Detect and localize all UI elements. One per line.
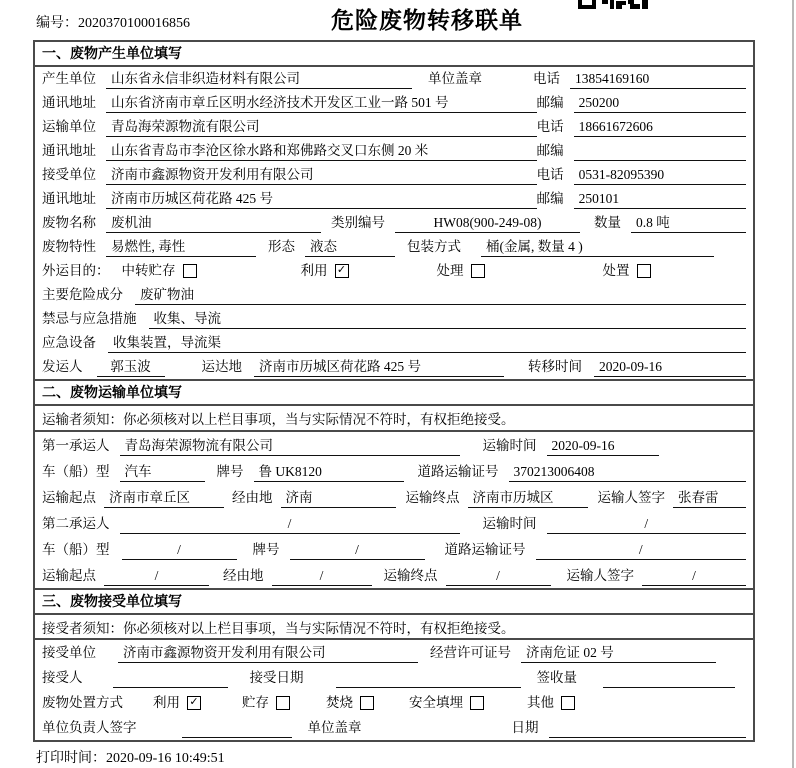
serial-number bbox=[36, 12, 190, 32]
route-start-value: 济南市章丘区 bbox=[104, 489, 224, 508]
checkbox-utilize: ✓ bbox=[335, 264, 349, 278]
qr-code-fragment bbox=[578, 0, 648, 9]
receiver-zip-value: 250101 bbox=[574, 190, 746, 209]
road-license-value: 370213006408 bbox=[509, 463, 747, 482]
checkbox-storage bbox=[183, 264, 197, 278]
receiver-person-label: 接受人 bbox=[42, 670, 83, 685]
row-receiver-unit bbox=[35, 163, 753, 187]
first-carrier-value: 青岛海荣源物流有限公司 bbox=[120, 437, 460, 456]
page-title: 危险废物转移联单 bbox=[331, 8, 523, 33]
row-disposal-method bbox=[35, 690, 753, 715]
address-label: 通讯地址 bbox=[42, 191, 96, 206]
route-via-label: 经由地 bbox=[232, 490, 273, 505]
row-transport-unit bbox=[35, 115, 753, 139]
row-route-2 bbox=[35, 562, 753, 588]
zip-label: 邮编 bbox=[536, 191, 564, 206]
section-producer bbox=[35, 42, 753, 379]
checkbox-dispose bbox=[637, 264, 651, 278]
row-taboo-measures bbox=[35, 307, 753, 331]
row-receiving-unit bbox=[35, 640, 753, 665]
receiver-value: 济南市鑫源物资开发利用有限公司 bbox=[106, 166, 537, 185]
producer-address-value: 山东省济南市章丘区明水经济技术开发区工业一路 501 号 bbox=[106, 94, 537, 113]
date-label: 日期 bbox=[511, 720, 539, 735]
producer-label: 产生单位 bbox=[42, 71, 96, 86]
category-code-value: HW08(900-249-08) bbox=[395, 214, 580, 233]
route-via-value: / bbox=[272, 567, 372, 586]
carrier-sign-value: 张春雷 bbox=[673, 489, 746, 508]
packing-value: 桶(金属, 数量 4 ) bbox=[481, 238, 714, 257]
vehicle-type-value: 汽车 bbox=[120, 463, 205, 482]
disposal-method-label: 废物处置方式 bbox=[42, 695, 123, 710]
transfer-time-label: 转移时间 bbox=[528, 359, 582, 374]
transport-time-value: 2020-09-16 bbox=[547, 437, 659, 456]
manifest-form bbox=[33, 40, 755, 742]
phone-label: 电话 bbox=[536, 167, 564, 182]
purpose-option-dispose bbox=[603, 261, 651, 281]
destination-value: 济南市历城区荷花路 425 号 bbox=[254, 358, 504, 377]
quantity-value: 0.8 吨 bbox=[631, 214, 746, 233]
row-receiver-address bbox=[35, 187, 753, 211]
row-vehicle-2 bbox=[35, 536, 753, 562]
row-transporter-notice bbox=[35, 406, 753, 432]
address-label: 通讯地址 bbox=[42, 143, 96, 158]
option-text: 焚烧 bbox=[326, 695, 353, 710]
row-receiving-person bbox=[35, 665, 753, 690]
row-responsible-sign bbox=[35, 715, 753, 740]
waste-character-value: 易燃性, 毒性 bbox=[106, 238, 256, 257]
producer-zip-value: 250200 bbox=[574, 94, 746, 113]
section3-header: 三、废物接受单位填写 bbox=[35, 590, 753, 615]
zip-label: 邮编 bbox=[536, 143, 564, 158]
dispatcher-label: 发运人 bbox=[42, 359, 83, 374]
address-label: 通讯地址 bbox=[42, 95, 96, 110]
route-start-label: 运输起点 bbox=[42, 490, 96, 505]
second-carrier-value: / bbox=[120, 515, 460, 534]
disposal-option-storage bbox=[242, 693, 290, 713]
hazard-value: 废矿物油 bbox=[135, 286, 746, 305]
first-carrier-label: 第一承运人 bbox=[42, 438, 110, 453]
vehicle-type-value: / bbox=[122, 541, 237, 560]
producer-phone-value: 13854169160 bbox=[570, 70, 746, 89]
carrier-sign-label: 运输人签字 bbox=[597, 490, 665, 505]
waste-name-value: 废机油 bbox=[106, 214, 321, 233]
section-receiver bbox=[35, 588, 753, 740]
route-start-label: 运输起点 bbox=[42, 568, 96, 583]
section1-header: 一、废物产生单位填写 bbox=[35, 42, 753, 67]
row-waste-character bbox=[35, 235, 753, 259]
business-license-value: 济南危证 02 号 bbox=[521, 644, 716, 663]
print-time bbox=[36, 747, 225, 767]
quantity-label: 数量 bbox=[594, 215, 621, 230]
phone-label: 电话 bbox=[533, 71, 560, 86]
row-second-carrier bbox=[35, 510, 753, 536]
carrier-sign-label: 运输人签字 bbox=[566, 568, 634, 583]
phone-label: 电话 bbox=[536, 119, 564, 134]
option-text: 利用 bbox=[153, 695, 180, 710]
category-code-label: 类别编号 bbox=[331, 215, 385, 230]
row-producer-unit bbox=[35, 67, 753, 91]
second-carrier-label: 第二承运人 bbox=[42, 516, 110, 531]
transport-time-label: 运输时间 bbox=[482, 438, 537, 453]
disposal-option-utilize bbox=[153, 693, 201, 713]
signed-quantity-value bbox=[603, 669, 735, 688]
checkbox-utilize: ✓ bbox=[187, 696, 201, 710]
row-receiver-notice bbox=[35, 615, 753, 640]
print-time-value: 2020-09-16 10:49:51 bbox=[106, 751, 225, 766]
row-transfer-purpose bbox=[35, 259, 753, 283]
receiver-notice-text: 接受者须知：你必须核对以上栏目事项，当与实际情况不符时，有权拒绝接受。 bbox=[42, 620, 515, 636]
hazard-label: 主要危险成分 bbox=[42, 287, 123, 302]
option-text: 处置 bbox=[602, 263, 630, 278]
road-license-label: 道路运输证号 bbox=[417, 464, 499, 479]
option-text: 安全填埋 bbox=[409, 695, 463, 710]
responsible-sign-value bbox=[182, 719, 292, 738]
row-emergency-equipment bbox=[35, 331, 753, 355]
disposal-option-other bbox=[527, 693, 575, 713]
taboo-value: 收集、导流 bbox=[149, 310, 747, 329]
equipment-label: 应急设备 bbox=[42, 335, 96, 350]
serial-value: 2020370100016856 bbox=[78, 16, 190, 31]
taboo-label: 禁忌与应急措施 bbox=[42, 311, 137, 326]
checkbox-other bbox=[561, 696, 575, 710]
purpose-option-storage bbox=[122, 261, 197, 281]
row-transporter-address bbox=[35, 139, 753, 163]
page-edge-line bbox=[792, 0, 794, 768]
purpose-label: 外运目的： bbox=[42, 263, 110, 278]
checkbox-landfill bbox=[470, 696, 484, 710]
date-value bbox=[549, 719, 747, 738]
row-vehicle-1 bbox=[35, 458, 753, 484]
plate-value: 鲁 UK8120 bbox=[254, 463, 404, 482]
zip-label: 邮编 bbox=[536, 95, 564, 110]
road-license-label: 道路运输证号 bbox=[444, 542, 526, 557]
receive-date-value bbox=[336, 669, 521, 688]
print-time-label: 打印时间： bbox=[36, 751, 106, 766]
transporter-label: 运输单位 bbox=[42, 119, 96, 134]
carrier-sign-value: / bbox=[642, 567, 746, 586]
signed-quantity-label: 签收量 bbox=[536, 670, 577, 685]
receiver-person-value bbox=[113, 669, 228, 688]
purpose-option-utilize bbox=[301, 261, 349, 281]
unit-seal-label: 单位盖章 bbox=[307, 720, 362, 735]
checkbox-treat bbox=[471, 264, 485, 278]
waste-name-label: 废物名称 bbox=[42, 215, 96, 230]
responsible-sign-label: 单位负责人签字 bbox=[42, 720, 137, 735]
row-waste-name bbox=[35, 211, 753, 235]
serial-label: 编号： bbox=[36, 16, 78, 31]
road-license-value: / bbox=[536, 541, 747, 560]
plate-value: / bbox=[290, 541, 425, 560]
checkbox-incinerate bbox=[360, 696, 374, 710]
purpose-option-treat bbox=[437, 261, 485, 281]
row-hazard-component bbox=[35, 283, 753, 307]
transporter-address-value: 山东省青岛市李沧区徐水路和郑佛路交叉口东侧 20 米 bbox=[106, 142, 537, 161]
route-end-value: / bbox=[446, 567, 551, 586]
dispatcher-value: 郭玉波 bbox=[97, 358, 165, 377]
receiving-unit-label: 接受单位 bbox=[42, 645, 96, 660]
option-text: 贮存 bbox=[242, 695, 269, 710]
transporter-phone-value: 18661672606 bbox=[574, 118, 746, 137]
row-dispatcher bbox=[35, 355, 753, 379]
route-start-value: / bbox=[104, 567, 209, 586]
transport-time-label: 运输时间 bbox=[482, 516, 537, 531]
transfer-time-value: 2020-09-16 bbox=[594, 358, 746, 377]
option-text: 中转贮存 bbox=[121, 263, 176, 278]
option-text: 其他 bbox=[527, 695, 554, 710]
option-text: 处理 bbox=[436, 263, 464, 278]
route-end-value: 济南市历城区 bbox=[468, 489, 588, 508]
plate-label: 牌号 bbox=[216, 464, 244, 479]
receiver-phone-value: 0531-82095390 bbox=[574, 166, 746, 185]
form-label: 形态 bbox=[268, 239, 295, 254]
waste-character-label: 废物特性 bbox=[42, 239, 96, 254]
row-route-1 bbox=[35, 484, 753, 510]
route-end-label: 运输终点 bbox=[405, 490, 460, 505]
receiver-label: 接受单位 bbox=[42, 167, 96, 182]
vehicle-type-label: 车（船）型 bbox=[42, 464, 110, 479]
route-end-label: 运输终点 bbox=[383, 568, 438, 583]
equipment-value: 收集装置，导流渠 bbox=[108, 334, 746, 353]
plate-label: 牌号 bbox=[252, 542, 280, 557]
row-first-carrier bbox=[35, 432, 753, 458]
transporter-notice-text: 运输者须知：你必须核对以上栏目事项，当与实际情况不符时，有权拒绝接受。 bbox=[42, 412, 515, 427]
receiver-address-value: 济南市历城区荷花路 425 号 bbox=[106, 190, 537, 209]
unit-seal-label: 单位盖章 bbox=[428, 71, 482, 86]
transporter-value: 青岛海荣源物流有限公司 bbox=[106, 118, 537, 137]
receive-date-label: 接受日期 bbox=[249, 670, 304, 685]
route-via-value: 济南 bbox=[281, 489, 396, 508]
checkbox-storage bbox=[276, 696, 290, 710]
disposal-option-incinerate bbox=[326, 693, 374, 713]
packing-label: 包装方式 bbox=[407, 239, 461, 254]
row-producer-address bbox=[35, 91, 753, 115]
receiving-unit-value: 济南市鑫源物资开发利用有限公司 bbox=[118, 644, 418, 663]
disposal-option-landfill bbox=[409, 693, 484, 713]
business-license-label: 经营许可证号 bbox=[430, 645, 511, 660]
section2-header: 二、废物运输单位填写 bbox=[35, 381, 753, 406]
form-value: 液态 bbox=[305, 238, 395, 257]
vehicle-type-label: 车（船）型 bbox=[42, 542, 110, 557]
option-text: 利用 bbox=[300, 263, 328, 278]
producer-value: 山东省永信非织造材料有限公司 bbox=[106, 70, 412, 89]
transport-time-value: / bbox=[547, 515, 747, 534]
destination-label: 运达地 bbox=[201, 359, 242, 374]
section-transporter bbox=[35, 379, 753, 588]
transporter-zip-value bbox=[574, 142, 746, 161]
route-via-label: 经由地 bbox=[223, 568, 264, 583]
